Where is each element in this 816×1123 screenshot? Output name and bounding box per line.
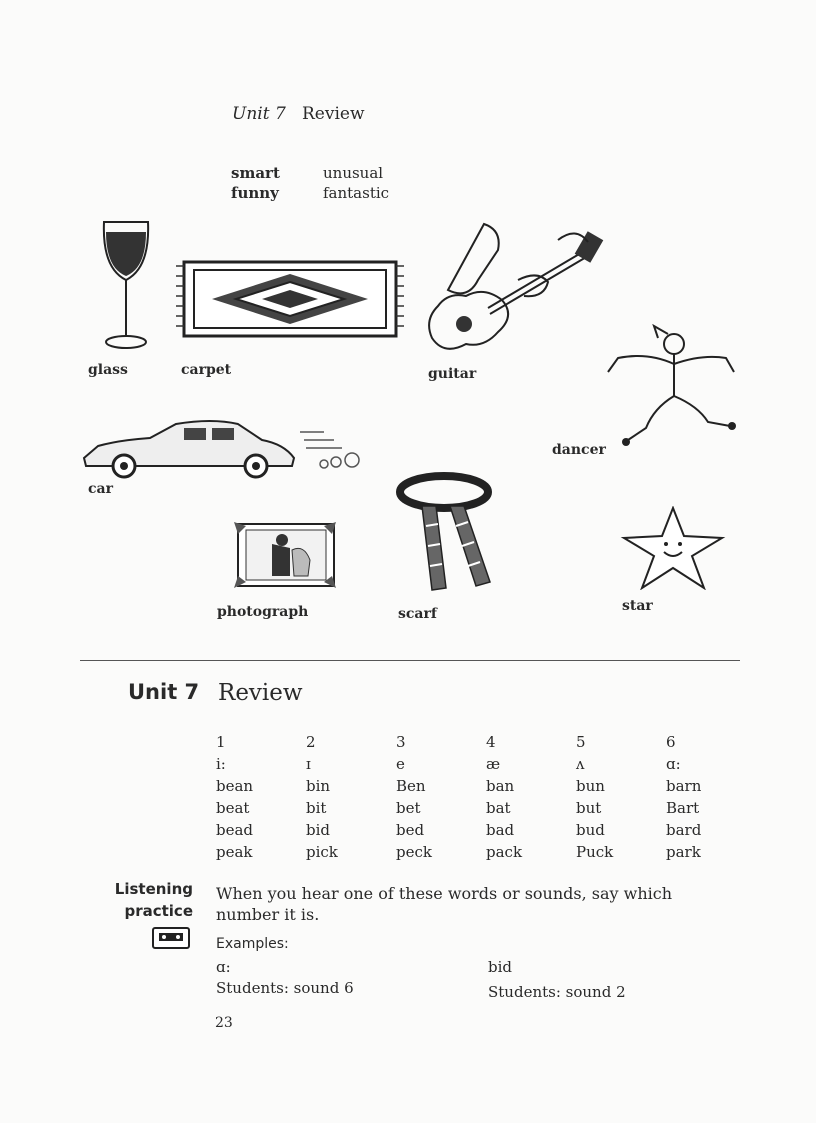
adjective-unusual: unusual bbox=[323, 164, 384, 182]
word-cell: bat bbox=[486, 799, 511, 817]
label-car: car bbox=[88, 481, 113, 497]
label-star: star bbox=[622, 598, 653, 614]
star-illustration bbox=[620, 506, 726, 590]
word-cell: bed bbox=[396, 821, 425, 839]
word-cell: ban bbox=[486, 777, 515, 795]
glass-illustration bbox=[96, 218, 156, 358]
word-cell: beat bbox=[216, 799, 250, 817]
word-cell: bud bbox=[576, 821, 605, 839]
label-dancer: dancer bbox=[552, 442, 606, 458]
listening-title-line1: Listening bbox=[114, 880, 193, 898]
column-number: 2 bbox=[306, 733, 316, 751]
column-number: 4 bbox=[486, 733, 496, 751]
phonetic-symbol: ʌ bbox=[576, 755, 585, 773]
phonetic-symbol: ɑ: bbox=[666, 755, 681, 773]
table-row bbox=[216, 777, 756, 799]
label-scarf: scarf bbox=[398, 606, 437, 622]
section-divider bbox=[80, 660, 740, 661]
word-cell: peak bbox=[216, 843, 253, 861]
label-guitar: guitar bbox=[428, 366, 477, 382]
dancer-illustration bbox=[598, 324, 742, 458]
example2-answer: Students: sound 2 bbox=[488, 983, 626, 1001]
phonetic-symbol: æ bbox=[486, 755, 501, 773]
word-cell: bead bbox=[216, 821, 254, 839]
carpet-illustration bbox=[172, 258, 408, 340]
table-row bbox=[216, 755, 756, 777]
example1-answer: Students: sound 6 bbox=[216, 979, 354, 997]
word-cell: bard bbox=[666, 821, 702, 839]
table-row bbox=[216, 799, 756, 821]
cassette-icon bbox=[152, 927, 190, 949]
example2-prompt: bid bbox=[488, 958, 513, 976]
word-cell: but bbox=[576, 799, 602, 817]
word-cell: bean bbox=[216, 777, 254, 795]
column-number: 1 bbox=[216, 733, 226, 751]
table-row bbox=[216, 843, 756, 865]
word-cell: bit bbox=[306, 799, 327, 817]
word-cell: Bart bbox=[666, 799, 700, 817]
example1-prompt: ɑ: bbox=[216, 958, 231, 976]
page-number: 23 bbox=[215, 1015, 233, 1031]
car-illustration bbox=[80, 418, 374, 480]
column-number: 3 bbox=[396, 733, 406, 751]
phonetic-symbol: i: bbox=[216, 755, 226, 773]
adjective-funny: funny bbox=[231, 184, 279, 202]
label-carpet: carpet bbox=[181, 362, 232, 378]
listening-title-line2: practice bbox=[124, 902, 193, 920]
column-number: 5 bbox=[576, 733, 586, 751]
header-title: Review bbox=[302, 104, 365, 124]
scarf-illustration bbox=[392, 470, 496, 604]
adjective-fantastic: fantastic bbox=[323, 184, 390, 202]
examples-label: Examples: bbox=[216, 936, 289, 952]
phonetic-symbol: e bbox=[396, 755, 405, 773]
word-cell: pack bbox=[486, 843, 523, 861]
section-unit: Unit 7 bbox=[128, 680, 200, 704]
header-unit: Unit 7 bbox=[232, 104, 286, 124]
label-glass: glass bbox=[88, 362, 128, 378]
column-number: 6 bbox=[666, 733, 676, 751]
word-cell: Puck bbox=[576, 843, 614, 861]
word-cell: pick bbox=[306, 843, 338, 861]
table-row bbox=[216, 821, 756, 843]
table-row bbox=[216, 733, 756, 755]
photograph-illustration bbox=[232, 520, 342, 590]
word-cell: Ben bbox=[396, 777, 426, 795]
word-cell: bid bbox=[306, 821, 331, 839]
adjective-smart: smart bbox=[231, 164, 280, 182]
listening-instruction-line1: When you hear one of these words or sounds, say which bbox=[216, 884, 673, 903]
word-cell: peck bbox=[396, 843, 432, 861]
word-cell: bin bbox=[306, 777, 331, 795]
listening-instruction-line2: number it is. bbox=[216, 905, 320, 924]
phonetic-symbol: ɪ bbox=[306, 755, 311, 773]
label-photograph: photograph bbox=[217, 604, 309, 620]
word-cell: bet bbox=[396, 799, 421, 817]
guitar-illustration bbox=[418, 220, 608, 360]
sounds-table bbox=[216, 733, 756, 865]
word-cell: bun bbox=[576, 777, 605, 795]
word-cell: park bbox=[666, 843, 701, 861]
word-cell: barn bbox=[666, 777, 702, 795]
word-cell: bad bbox=[486, 821, 515, 839]
section-title: Review bbox=[218, 680, 303, 706]
